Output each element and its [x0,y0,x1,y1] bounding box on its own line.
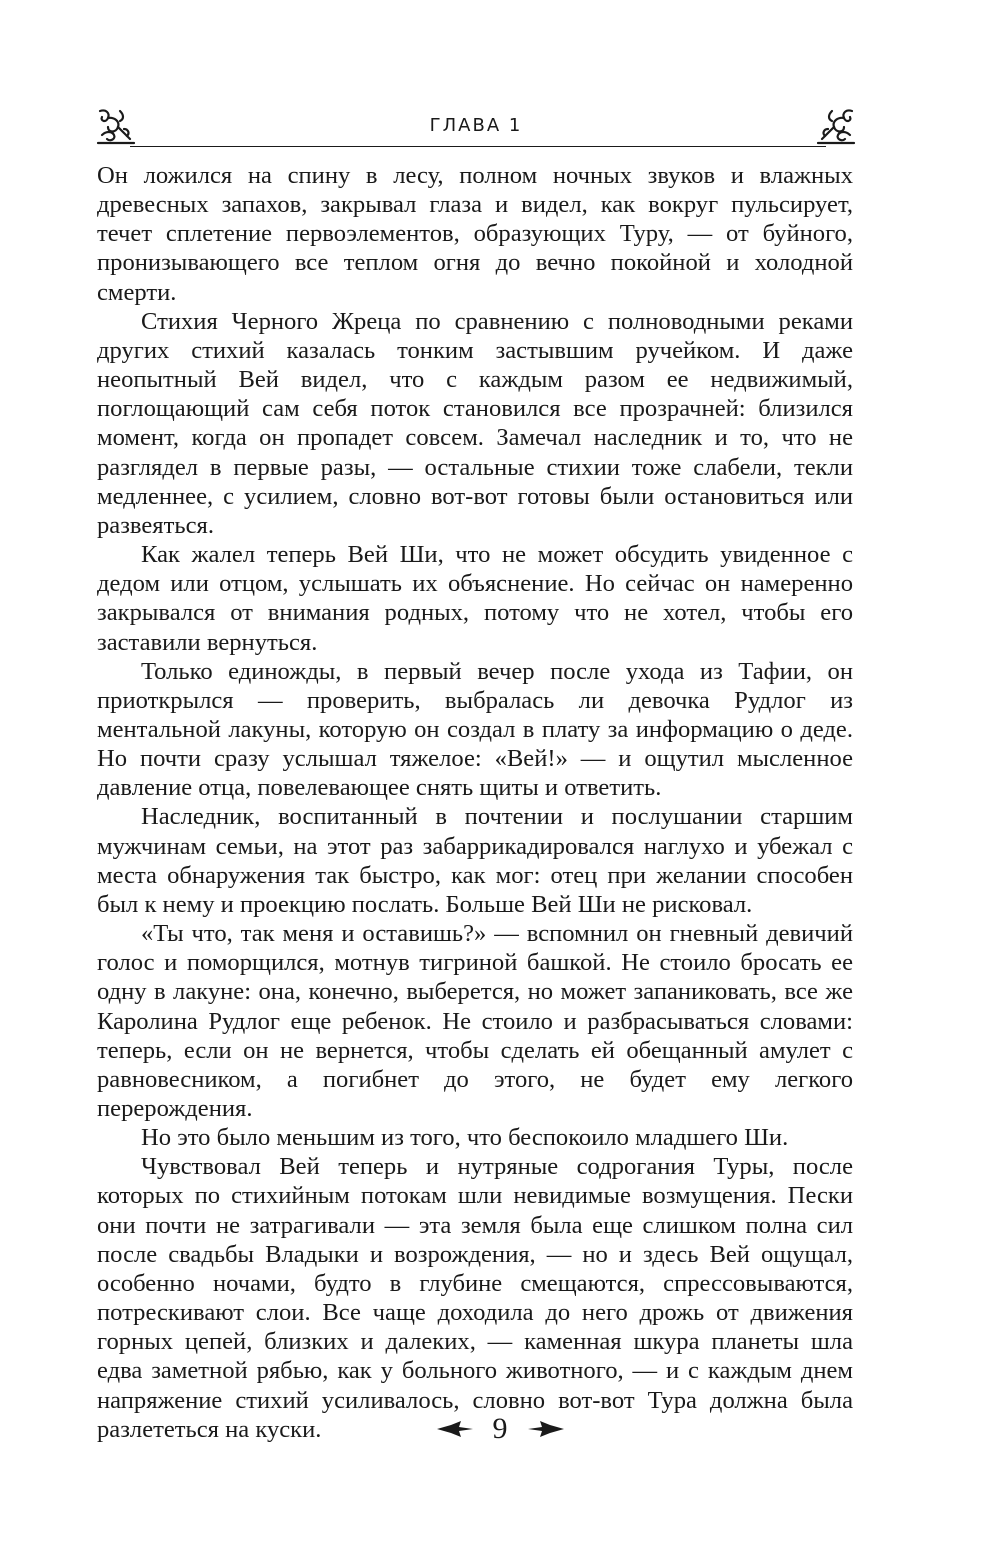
fleuron-ornament-icon [816,105,856,145]
arrow-right-ornament-icon [435,1419,475,1439]
running-header [96,103,856,149]
paragraph: «Ты что, так меня и оставишь?» — вспомнил он гневный девичий голос и поморщился, мотнув тигриной башкой. Не стоило бросать ее одну в лакуне: она, конечно, выберется, но может запаниковать, все же Каролина Рудлог еще ребенок. Не стоило и разбрасываться словами: теперь, если он не вернется, чтобы сделать ей обещанный амулет с равновесником, а погибнет до этого, не будет ему легкого перерождения. [97,920,853,1122]
paragraph: Как жалел теперь Вей Ши, что не может обсудить увиденное с дедом или отцом, услышать их объяснение. Но сейчас он намеренно закрывался от внимания родных, потому что не хотел, чтобы его заставили вернуться. [97,541,853,656]
paragraph: Чувствовал Вей теперь и нутряные содрогания Туры, после которых по стихийным потокам шли невидимые возмущения. Пески они почти не затрагивали — эта земля была еще слишком полна сил после свадьбы Владыки и возрождения, — но и здесь Вей ощущал, особенно ночами, будто в глубине смещаются, спрессовываются, потрескивают слои. Все чаще доходила до него дрожь от движения горных цепей, близких и далеких, — каменная шкура планеты шла едва заметной рябью, как у больного животного, — и с каждым днем напряжение стихий усиливалось, словно вот-вот Тура должна была разлететься на куски. [97,1153,853,1443]
page-footer [0,1409,1000,1449]
paragraph: Но это было меньшим из того, что беспокоило младшего Ши. [141,1124,789,1152]
paragraph: Наследник, воспитанный в почтении и послушании старшим мужчинам семьи, на этот раз забаррикадировался наглухо и убежал с места обнаружения так быстро, как мог: отец при желании способен был к нему и проекцию послать. Больше Вей Ши не рисковал. [97,803,853,918]
body-text [97,161,853,1444]
header-rule [130,146,826,147]
paragraph: Стихия Черного Жреца по сравнению с полноводными реками других стихий казалась тонким застывшим ручейком. И даже неопытный Вей видел, что с каждым разом ее недвижимый, поглощающий сам себя поток становился все прозрачней: близился момент, когда он пропадет совсем. Замечал наследник и то, что не разглядел в первые разы, — остальные стихии тоже слабели, текли медленнее, с усилием, словно вот-вот готовы были остановиться или развеяться. [97,307,853,539]
arrow-left-ornament-icon [526,1419,566,1439]
chapter-title: ГЛАВА 1 [429,115,523,136]
paragraph: Он ложился на спину в лесу, полном ночных звуков и влажных древесных запахов, закрывал глаза и видел, как вокруг пульсирует, течет сплетение первоэлементов, образующих Туру, — от буйного, пронизывающего все теплом огня до вечно покойной и холодной смерти. [97,162,853,306]
paragraph: Только единожды, в первый вечер после ухода из Тафии, он приоткрылся — проверить, выбралась ли девочка Рудлог из ментальной лакуны, которую он создал в плату за информацию о деде. Но почти сразу услышал тяжелое: «Вей!» — и ощутил мысленное давление отца, повелевающее снять щиты и ответить. [97,657,853,802]
page-number: 9 [492,1412,508,1445]
